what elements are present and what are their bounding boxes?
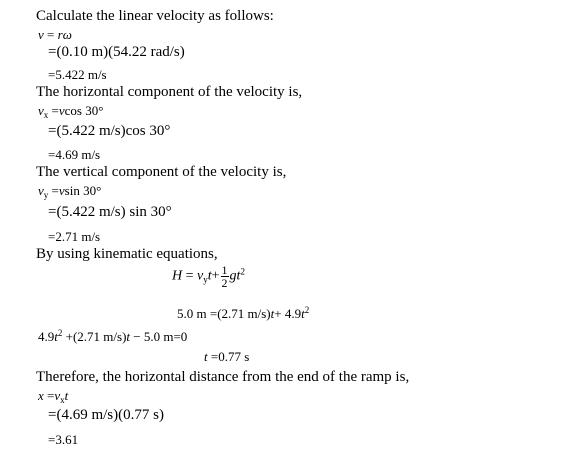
x-symbol: x	[38, 388, 44, 403]
velocity-result: =5.422 m/s	[48, 67, 107, 82]
vx-v-symbol: v	[38, 103, 44, 118]
vx-equals: =	[48, 103, 59, 118]
quad-c: − 5.0 m=0	[130, 329, 188, 344]
quad-exponent: 2	[57, 328, 63, 338]
h-symbol: H	[172, 268, 183, 284]
velocity-substitution: =(0.10 m)(54.22 rad/s)	[48, 44, 185, 60]
quad-t2: t	[126, 329, 131, 344]
h-plus: +	[211, 268, 220, 284]
height-equation	[172, 264, 245, 289]
h2-t2: t	[301, 306, 305, 321]
h-v-symbol: v	[197, 268, 204, 284]
h2-left: 5.0 m =(2.71 m/s)	[177, 306, 271, 321]
t-value: =0.77 s	[207, 349, 250, 364]
equals-sign: =	[43, 27, 58, 42]
kinematic-heading: By using kinematic equations,	[36, 246, 218, 262]
h-v-subscript: y	[203, 274, 208, 285]
height-substitution	[177, 306, 309, 320]
h2-exponent: 2	[304, 305, 310, 315]
x-v-symbol: v	[54, 388, 61, 403]
omega-symbol: ω	[62, 27, 72, 42]
vy-sin: sin 30°	[64, 183, 102, 198]
vx-subscript: x	[43, 110, 49, 120]
vy-rhs-v: v	[58, 183, 65, 198]
fraction-denominator: 2	[221, 276, 228, 290]
fraction-numerator: 1	[221, 263, 228, 277]
vx-formula	[38, 104, 103, 120]
therefore-text: Therefore, the horizontal distance from the end of the ramp is,	[36, 369, 410, 385]
vy-equals: =	[48, 183, 59, 198]
velocity-formula	[38, 28, 72, 41]
half-fraction	[221, 264, 229, 289]
v-symbol: v	[38, 27, 44, 42]
quad-a: 4.9	[38, 329, 55, 344]
x-t-symbol: t	[64, 388, 69, 403]
h-exponent: 2	[240, 266, 245, 277]
vertical-heading: The vertical component of the velocity is,	[36, 164, 287, 180]
intro-text: Calculate the linear velocity as follows:	[36, 8, 274, 24]
vx-substitution: =(5.422 m/s)cos 30°	[48, 123, 171, 139]
vy-v-symbol: v	[38, 183, 44, 198]
quad-t: t	[54, 329, 58, 344]
vx-rhs-v: v	[58, 103, 65, 118]
h2-plus: + 4.9	[274, 306, 302, 321]
t-symbol: t	[204, 349, 208, 364]
vy-formula	[38, 184, 101, 200]
horizontal-heading: The horizontal component of the velocity is,	[36, 84, 303, 100]
h2-t: t	[270, 306, 275, 321]
h-t-symbol: t	[207, 268, 212, 284]
vx-cos: cos 30°	[64, 103, 104, 118]
quad-b: +(2.71 m/s)	[62, 329, 127, 344]
x-equals: =	[43, 388, 55, 403]
x-v-subscript: x	[60, 395, 65, 405]
h-equals: =	[182, 268, 198, 284]
r-symbol: r	[57, 27, 63, 42]
distance-formula	[38, 389, 68, 405]
time-result	[204, 350, 249, 363]
distance-substitution: =(4.69 m/s)(0.77 s)	[48, 407, 164, 423]
vy-substitution: =(5.422 m/s) sin 30°	[48, 204, 172, 220]
quadratic-equation	[38, 329, 187, 343]
vx-result: =4.69 m/s	[48, 147, 101, 162]
distance-result: =3.61	[48, 432, 79, 447]
h-gt-symbol: gt	[229, 268, 241, 284]
vy-subscript: y	[43, 190, 49, 200]
vy-result: =2.71 m/s	[48, 229, 101, 244]
